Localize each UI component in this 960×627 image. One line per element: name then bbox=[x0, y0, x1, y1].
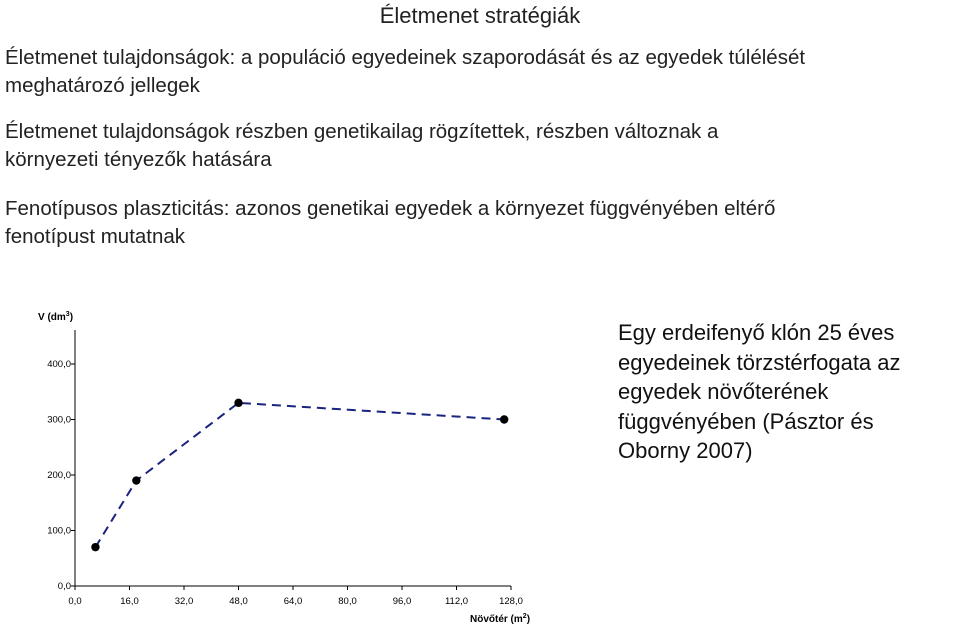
x-tick-label: 96,0 bbox=[392, 596, 412, 607]
caption-line: Egy erdeifenyő klón 25 éves bbox=[618, 320, 895, 345]
y-axis bbox=[47, 330, 75, 592]
data-point bbox=[91, 543, 99, 551]
chart-caption bbox=[618, 318, 958, 466]
x-tick-label: 128,0 bbox=[499, 596, 523, 607]
data-point bbox=[132, 476, 140, 484]
caption-line: Oborny 2007) bbox=[618, 438, 753, 463]
x-tick-label: 80,0 bbox=[338, 596, 357, 607]
x-axis bbox=[68, 586, 523, 607]
x-axis-label-sup: 2 bbox=[522, 613, 527, 620]
y-tick-label: 200,0 bbox=[47, 470, 71, 481]
y-tick-label: 300,0 bbox=[47, 414, 71, 426]
y-axis-label bbox=[38, 311, 73, 323]
caption-line: egyedek növőterének bbox=[618, 379, 829, 404]
paragraph-line: Életmenet tulajdonságok: a populáció egyedeinek szaporodását és az egyedek túlélését bbox=[5, 46, 806, 69]
series-layer bbox=[91, 399, 508, 552]
x-tick-label: 64,0 bbox=[283, 596, 303, 607]
x-tick-label: 16,0 bbox=[120, 596, 139, 607]
x-tick-label: 112,0 bbox=[444, 596, 469, 607]
data-point bbox=[234, 399, 242, 407]
data-point bbox=[500, 415, 508, 423]
caption-line: egyedeinek törzstérfogata az bbox=[618, 349, 901, 375]
y-axis-label-sup: 3 bbox=[65, 311, 70, 318]
page-title: Életmenet stratégiák bbox=[379, 3, 581, 28]
y-axis-label-text: V (dm bbox=[38, 312, 66, 323]
paragraph-line: Fenotípusos plaszticitás: azonos genetikai egyedek a környezet függvényében eltérő bbox=[5, 197, 776, 220]
y-tick-label: 400,0 bbox=[47, 359, 71, 370]
x-tick-label: 48,0 bbox=[229, 596, 248, 607]
x-axis-label-end: ) bbox=[526, 614, 531, 625]
x-tick-label: 32,0 bbox=[174, 596, 194, 607]
y-tick-label: 0,0 bbox=[57, 581, 71, 592]
y-axis-label-end: ) bbox=[69, 312, 74, 323]
paragraph-line: Életmenet tulajdonságok részben genetikailag rögzítettek, részben változnak a bbox=[5, 120, 719, 143]
x-axis-label bbox=[470, 613, 530, 625]
paragraph-line: meghatározó jellegek bbox=[5, 74, 200, 97]
x-axis-label-text: Növőtér (m bbox=[470, 614, 523, 625]
paragraph-line: fenotípust mutatnak bbox=[5, 225, 186, 248]
y-tick-label: 100,0 bbox=[47, 525, 71, 537]
x-tick-label: 0,0 bbox=[68, 596, 82, 607]
paragraph-line: környezeti tényezők hatására bbox=[5, 148, 272, 171]
series-line bbox=[95, 403, 504, 547]
caption-line: függvényében (Pásztor és bbox=[618, 408, 874, 434]
